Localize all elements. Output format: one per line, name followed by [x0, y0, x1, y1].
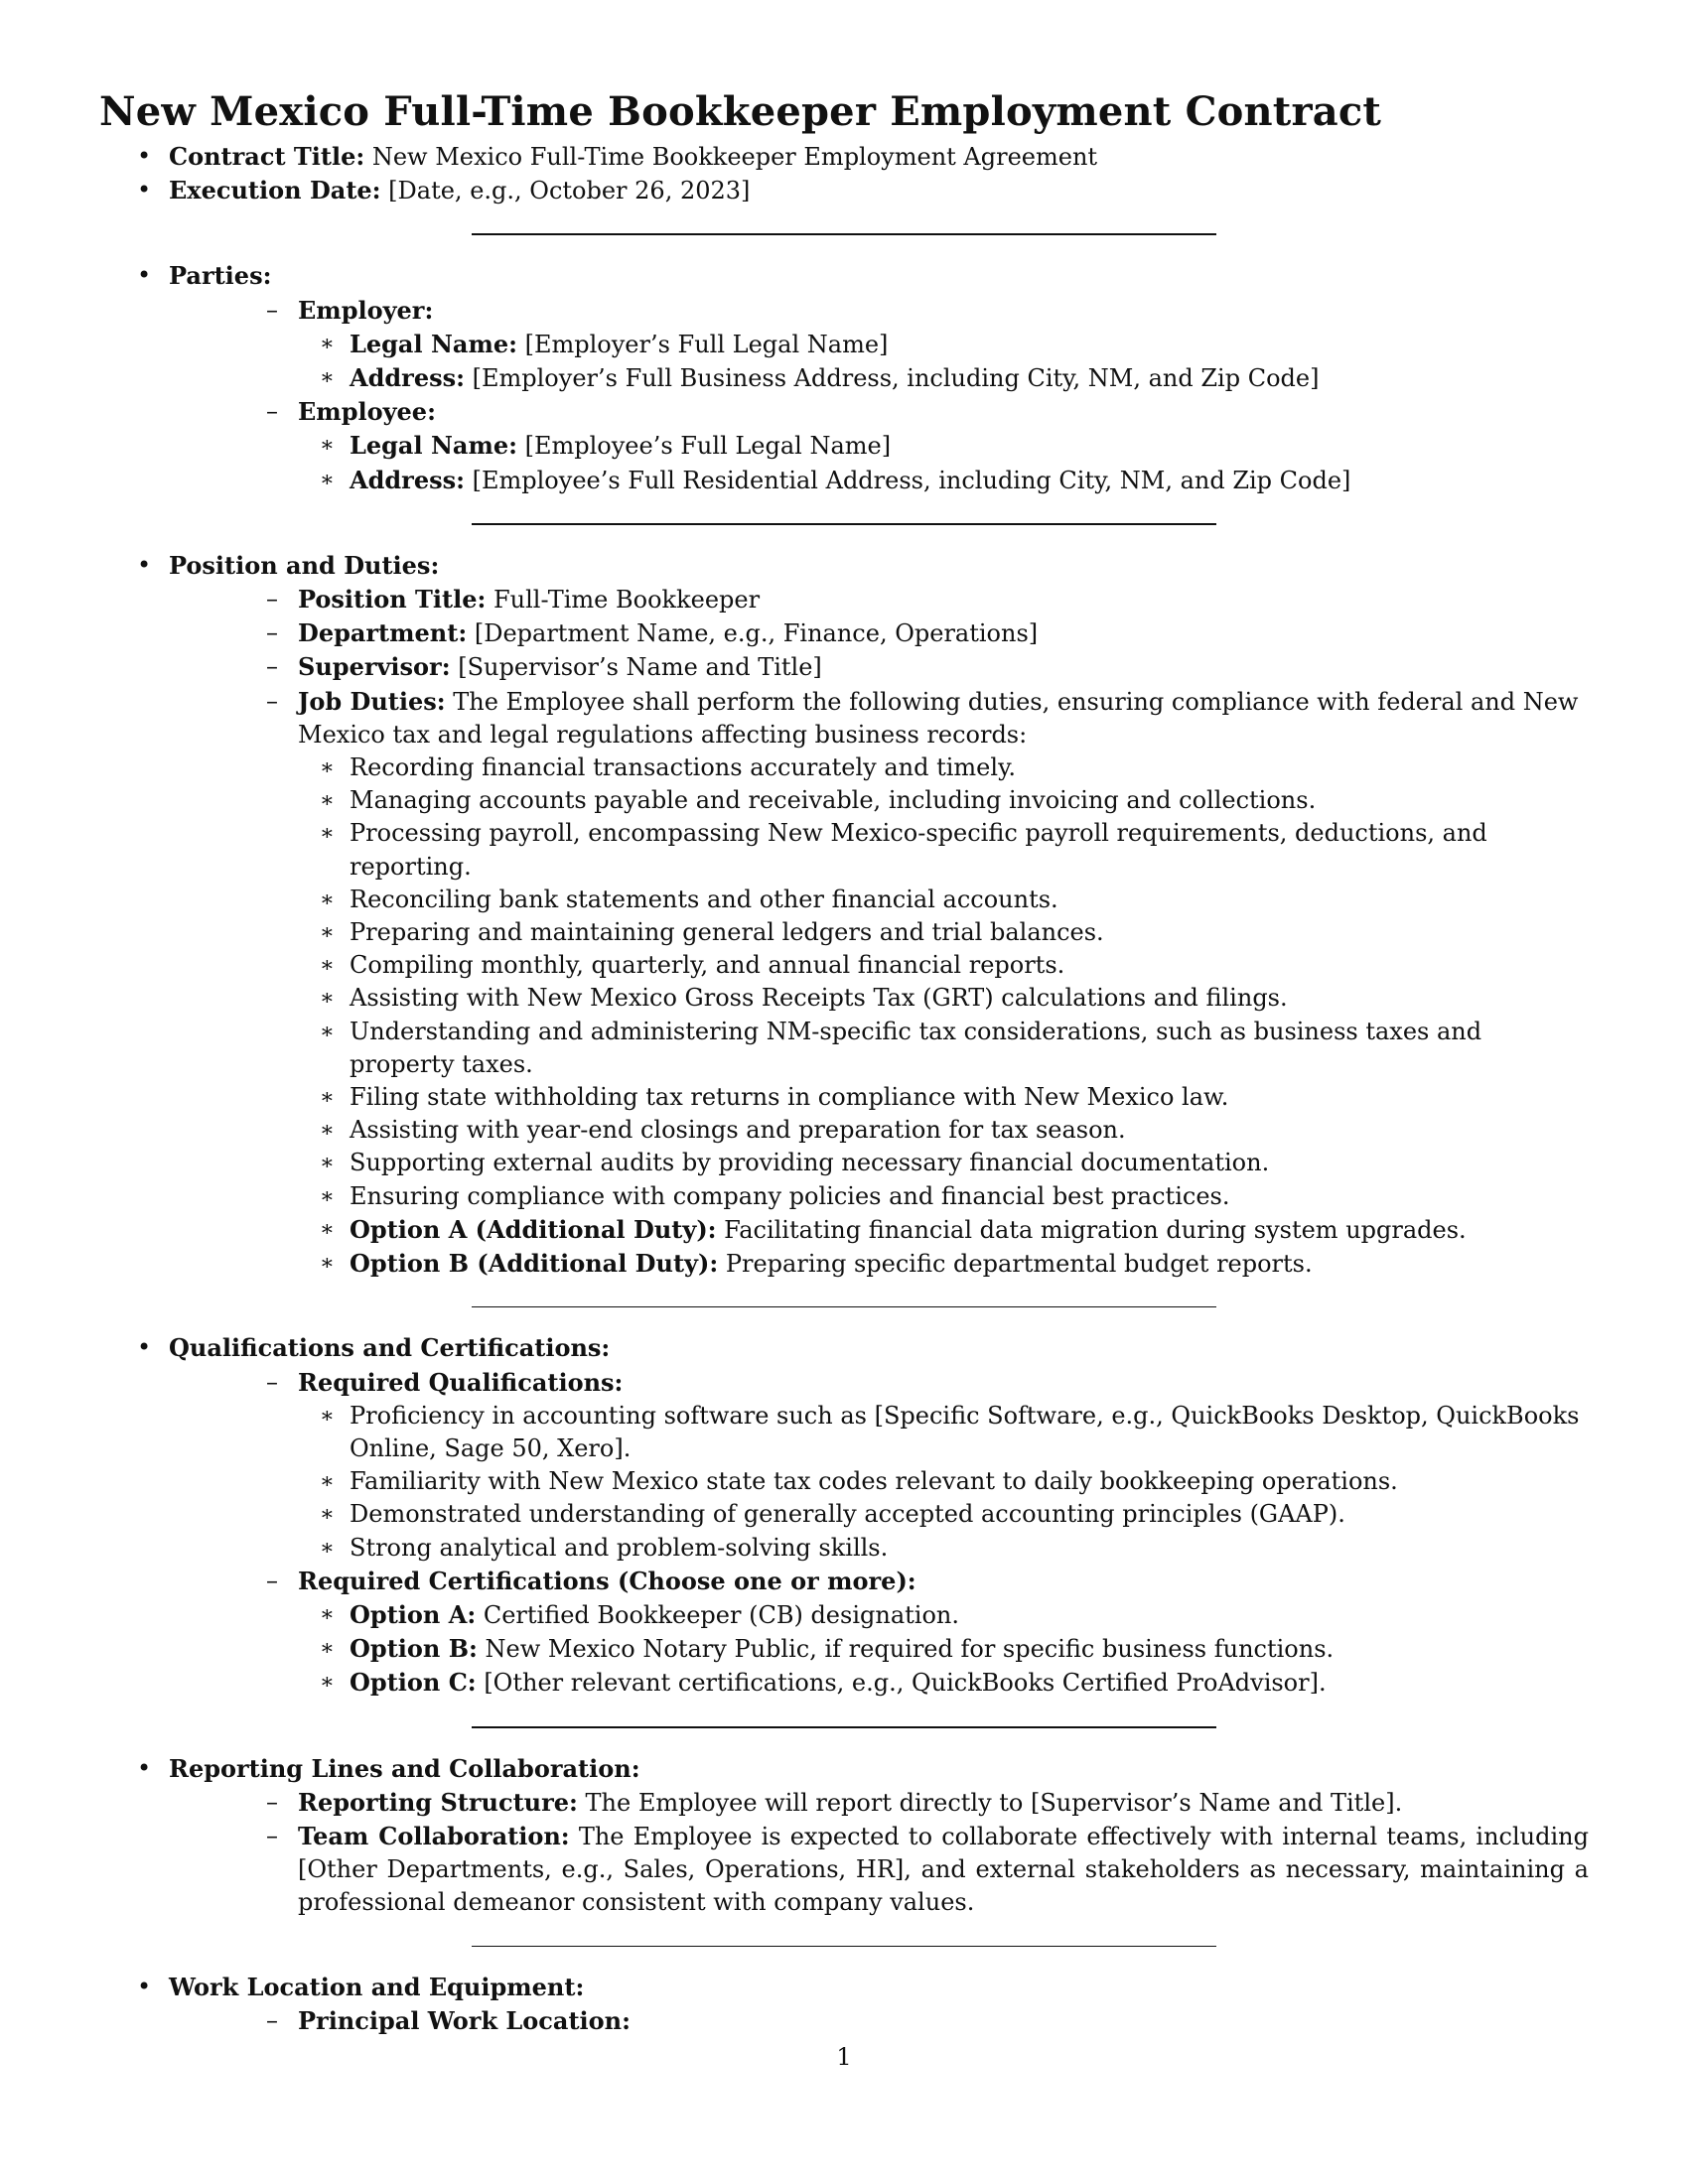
execution-date-label: Execution Date:	[169, 176, 381, 205]
list-item: ∗ Address: [Employee’s Full Residential Address, including City, NM, and Zip Code]	[169, 464, 1589, 497]
location-section	[99, 1971, 1589, 2038]
list-item	[169, 294, 1589, 396]
list-item: ∗ Option A: Certified Bookkeeper (CB) designation.	[169, 1598, 1589, 1632]
parties-section	[99, 259, 1589, 496]
section-divider	[472, 1726, 1216, 1728]
header-list	[99, 140, 1589, 207]
list-item: ∗ Ensuring compliance with company policies and financial best practices.	[169, 1180, 1589, 1213]
list-item: – Reporting Structure: The Employee will report directly to [Supervisor’s Name and Title].	[169, 1786, 1589, 1820]
list-item: – Required Qualifications: ∗ Proficiency in accounting software such as [Specific Software, e.g., QuickBooks Desktop, QuickBooks Online, Sage 50, Xero]. ∗ Familiarity with New Mexico state tax codes relevant to daily bookkeeping operations. ∗ Demonstrated understanding of generally accepted accounting principles (GAAP). ∗ Strong analytical and problem-solving skills.	[169, 1366, 1589, 1565]
position-title: Full-Time Bookkeeper	[493, 586, 761, 614]
list-item: ∗ Reconciling bank statements and other financial accounts.	[169, 884, 1589, 916]
list-item	[169, 395, 1589, 497]
list-item: – Job Duties: The Employee shall perform the following duties, ensuring compliance with federal and New Mexico tax and legal regulations affecting business records: ∗ Recording financial transactions accurately and timely. ∗ Managing accounts payable and receivable, including invoicing and collections. ∗ Processing payroll, encompassing New Mexico-specific payroll requirements, deductions, and reporting. ∗ Reconciling bank statements and other financial accounts. ∗ Preparing and maintaining general ledgers and trial balances. ∗ Compiling monthly, quarterly, and annual financial reports. ∗ Assisting with New Mexico Gross Receipts Tax (GRT) calculations and filings. ∗ Understanding and administering NM-specific tax considerations, such as business taxes and property taxes. ∗ Filing state withholding tax returns in compliance with New Mexico law. ∗ Assisting with year-end closings and preparation for tax season. ∗ Supporting external audits by providing necessary financial documentation. ∗ Ensuring compliance with company policies and financial best practices. ∗ Option A (Additional Duty): Facilitating financial data migration during system upgrades. ∗ Option B (Additional Duty): Preparing specific departmental budget reports.	[169, 685, 1589, 1282]
employer-legal-name: [Employer’s Full Legal Name]	[524, 330, 889, 358]
list-item: ∗ Compiling monthly, quarterly, and annual financial reports.	[169, 949, 1589, 982]
list-item: ∗ Assisting with year-end closings and preparation for tax season.	[169, 1114, 1589, 1147]
list-item: ∗ Familiarity with New Mexico state tax codes relevant to daily bookkeeping operations.	[169, 1465, 1589, 1498]
list-item: ∗ Filing state withholding tax returns in compliance with New Mexico law.	[169, 1081, 1589, 1114]
list-item: ∗ Demonstrated understanding of generally accepted accounting principles (GAAP).	[169, 1498, 1589, 1531]
department: [Department Name, e.g., Finance, Operations]	[474, 619, 1039, 648]
section-heading: • Reporting Lines and Collaboration: – Reporting Structure: The Employee will report directly to [Supervisor’s Name and Title]. – Team Collaboration: The Employee is expected to collaborate effectively with internal teams, including [Other Departments, e.g., Sales, Operations, HR], and external stakeholders as necessary, maintaining a professional demeanor consistent with company values.	[99, 1752, 1589, 1920]
section-divider	[472, 523, 1216, 525]
team-collaboration: The Employee is expected to collaborate effectively with internal teams, including [Other Departments, e.g., Sales, Operations, HR], and external stakeholders as necessary, maintaining a professional demeanor consistent with company values.	[298, 1822, 1589, 1917]
list-item: – Principal Work Location:	[169, 2004, 1589, 2038]
employee-address: [Employee’s Full Residential Address, including City, NM, and Zip Code]	[472, 466, 1351, 494]
list-item: – Team Collaboration: The Employee is expected to collaborate effectively with internal teams, including [Other Departments, e.g., Sales, Operations, HR], and external stakeholders as necessary, maintaining a professional demeanor consistent with company values.	[169, 1820, 1589, 1920]
list-item: ∗ Proficiency in accounting software such as [Specific Software, e.g., QuickBooks Desktop, QuickBooks Online, Sage 50, Xero].	[169, 1400, 1589, 1465]
section-heading: • Parties: – Employer: ∗ Legal Name: [Employer’s Full Legal Name] ∗ Address: [Employer’s Full Business Address, including City, NM, and Zip Code] – Employee: ∗ Legal Name: [Employee’s Full Legal Name] ∗ Address: [Employee’s Full Residential Address, including City, NM, and Zip Code]	[99, 259, 1589, 496]
supervisor: [Supervisor’s Name and Title]	[458, 653, 822, 682]
list-item: ∗ Option B: New Mexico Notary Public, if required for specific business functions.	[169, 1632, 1589, 1666]
page-number: 1	[836, 2043, 852, 2071]
position-section	[99, 549, 1589, 1281]
execution-date-value: [Date, e.g., October 26, 2023]	[388, 177, 751, 205]
option-a-duty: Facilitating financial data migration during system upgrades.	[724, 1215, 1467, 1244]
job-duties-list	[298, 751, 1589, 1281]
list-item: – Position Title: Full-Time Bookkeeper	[169, 583, 1589, 616]
reporting-structure: The Employee will report directly to [Supervisor’s Name and Title].	[585, 1788, 1403, 1817]
list-item: ∗ Managing accounts payable and receivable, including invoicing and collections.	[169, 784, 1589, 817]
list-item: – Required Certifications (Choose one or more): ∗ Option A: Certified Bookkeeper (CB) designation. ∗ Option B: New Mexico Notary Public, if required for specific business functions. ∗ Option C: [Other relevant certifications, e.g., QuickBooks Certified ProAdvisor].	[169, 1565, 1589, 1701]
list-item: ∗ Strong analytical and problem-solving skills.	[169, 1532, 1589, 1565]
list-item: – Department: [Department Name, e.g., Finance, Operations]	[169, 616, 1589, 650]
section-heading: • Work Location and Equipment: – Principal Work Location:	[99, 1971, 1589, 2038]
contract-title-label: Contract Title:	[169, 142, 365, 171]
document-page	[99, 84, 1589, 2070]
section-divider	[472, 233, 1216, 235]
list-item: ∗ Legal Name: [Employee’s Full Legal Name]	[169, 429, 1589, 463]
employer-address: [Employer’s Full Business Address, including City, NM, and Zip Code]	[472, 364, 1320, 393]
list-item: ∗ Address: [Employer’s Full Business Address, including City, NM, and Zip Code]	[169, 361, 1589, 395]
list-item: ∗ Assisting with New Mexico Gross Receipts Tax (GRT) calculations and filings.	[169, 982, 1589, 1015]
contract-title-value: New Mexico Full-Time Bookkeeper Employment Agreement	[371, 143, 1098, 171]
option-b-duty: Preparing specific departmental budget reports.	[725, 1250, 1313, 1279]
list-item: – Supervisor: [Supervisor’s Name and Title]	[169, 650, 1589, 684]
list-item: ∗ Legal Name: [Employer’s Full Legal Name]	[169, 328, 1589, 361]
list-item: ∗ Understanding and administering NM-specific tax considerations, such as business taxes and property taxes.	[169, 1016, 1589, 1081]
list-item: ∗ Option B (Additional Duty): Preparing specific departmental budget reports.	[169, 1247, 1589, 1281]
list-item: ∗ Option C: [Other relevant certifications, e.g., QuickBooks Certified ProAdvisor].	[169, 1666, 1589, 1700]
job-duties-intro: The Employee shall perform the following duties, ensuring compliance with federal and New Mexico tax and legal regulations affecting business records:	[298, 687, 1579, 749]
reporting-section	[99, 1752, 1589, 1920]
employee-label: Employee:	[298, 397, 436, 427]
employer-label: Employer:	[298, 295, 434, 325]
list-item: ∗ Supporting external audits by providing necessary financial documentation.	[169, 1147, 1589, 1179]
section-heading: • Position and Duties: – Position Title: Full-Time Bookkeeper – Department: [Department Name, e.g., Finance, Operations] – Supervisor: [Supervisor’s Name and Title] – Job Duties: The Employee shall perform the following duties, ensuring compliance with federal and New Mexico tax and legal regulations affecting business records: ∗ Recording financial transactions accurately and timely. ∗ Managing accounts payable and receivable, including invoicing and collections. ∗ Processing payroll, encompassing New Mexico-specific payroll requirements, deductions, and reporting. ∗ Reconciling bank statements and other financial accounts. ∗ Preparing and maintaining general ledgers and trial balances. ∗ Compiling monthly, quarterly, and annual financial reports. ∗ Assisting with New Mexico Gross Receipts Tax (GRT) calculations and filings. ∗ Understanding and administering NM-specific tax considerations, such as business taxes and property taxes. ∗ Filing state withholding tax returns in compliance with New Mexico law. ∗ Assisting with year-end closings and preparation for tax season. ∗ Supporting external audits by providing necessary financial documentation. ∗ Ensuring compliance with company policies and financial best practices. ∗ Option A (Additional Duty): Facilitating financial data migration during system upgrades. ∗ Option B (Additional Duty): Preparing specific departmental budget reports.	[99, 549, 1589, 1281]
list-item: ∗ Processing payroll, encompassing New Mexico-specific payroll requirements, deductions, and reporting.	[169, 817, 1589, 883]
document-title: New Mexico Full-Time Bookkeeper Employment Contract	[99, 88, 1382, 135]
section-divider	[472, 1946, 1216, 1947]
section-divider	[472, 1306, 1216, 1307]
list-item	[99, 174, 1589, 207]
list-item	[99, 140, 1589, 174]
list-item: ∗ Preparing and maintaining general ledgers and trial balances.	[169, 916, 1589, 949]
list-item: ∗ Option A (Additional Duty): Facilitating financial data migration during system upgrades.	[169, 1213, 1589, 1247]
section-heading: • Qualifications and Certifications: – Required Qualifications: ∗ Proficiency in accounting software such as [Specific Software, e.g., QuickBooks Desktop, QuickBooks Online, Sage 50, Xero]. ∗ Familiarity with New Mexico state tax codes relevant to daily bookkeeping operations. ∗ Demonstrated understanding of generally accepted accounting principles (GAAP). ∗ Strong analytical and problem-solving skills. – Required Certifications (Choose one or more): ∗ Option A: Certified Bookkeeper (CB) designation. ∗ Option B: New Mexico Notary Public, if required for specific business functions. ∗ Option C: [Other relevant certifications, e.g., QuickBooks Certified ProAdvisor].	[99, 1331, 1589, 1700]
list-item: ∗ Recording financial transactions accurately and timely.	[169, 751, 1589, 784]
employee-legal-name: [Employee’s Full Legal Name]	[524, 432, 892, 461]
qualifications-section	[99, 1331, 1589, 1700]
